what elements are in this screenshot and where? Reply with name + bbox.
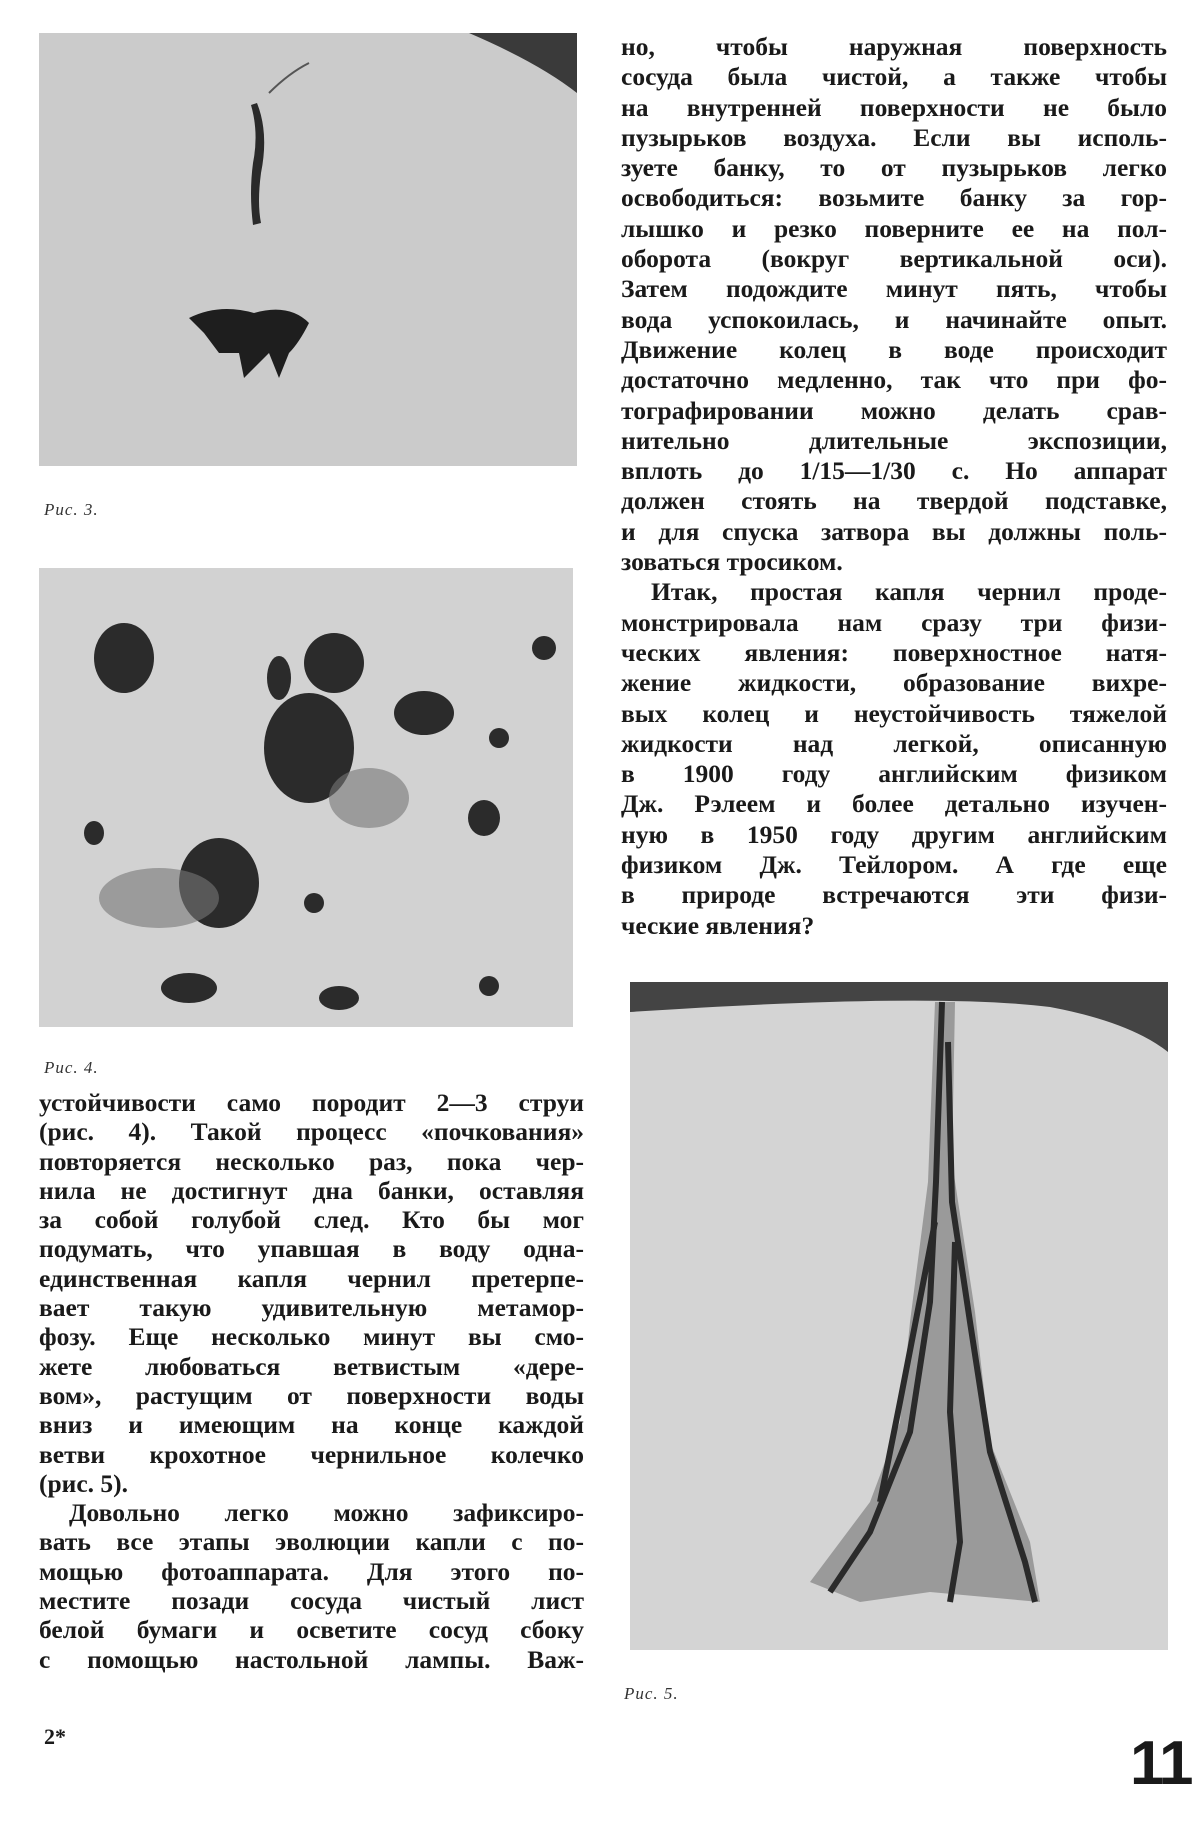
- figure-5-caption: Рис. 5.: [624, 1684, 679, 1703]
- text-line: достаточно медленно, так что при фо-: [621, 365, 1167, 395]
- text-line: вом», растущим от поверхности воды: [39, 1380, 584, 1410]
- text-line: Движение колец в воде происходит: [621, 334, 1167, 364]
- text-line: ческие явления?: [621, 910, 815, 940]
- text-line: пузырьков воздуха. Если вы исполь-: [621, 122, 1167, 152]
- text-line: (рис. 4). Такой процесс «почкования»: [39, 1117, 584, 1147]
- text-line: устойчивости само породит 2—3 струи: [39, 1088, 584, 1117]
- text-line: и для спуска затвора вы должны поль-: [621, 516, 1167, 546]
- text-line: освободиться: возьмите банку за гор-: [621, 183, 1167, 213]
- text-line: в природе встречаются эти физи-: [621, 880, 1167, 910]
- text-line: вает такую удивительную метамор-: [39, 1293, 584, 1323]
- text-line: мощью фотоаппарата. Для этого по-: [39, 1556, 584, 1586]
- text-line: подумать, что упавшая в воду одна-: [39, 1234, 584, 1264]
- text-line: вниз и имеющим на конце каждой: [39, 1410, 584, 1440]
- text-line: вых колец и неустойчивость тяжелой: [621, 698, 1167, 728]
- text-line: ветви крохотное чернильное колечко: [39, 1439, 584, 1469]
- text-line: местите позади сосуда чистый лист: [39, 1586, 584, 1616]
- text-line: должен стоять на твердой подставке,: [621, 486, 1167, 516]
- page-number: 11: [1130, 1729, 1192, 1798]
- text-line: Довольно легко можно зафиксиро-: [69, 1498, 584, 1528]
- text-line: Дж. Рэлеем и более детально изучен-: [621, 789, 1167, 819]
- text-line: оборота (вокруг вертикальной оси).: [621, 244, 1167, 274]
- text-line: вплоть до 1/15—1/30 с. Но аппарат: [621, 456, 1167, 486]
- text-line: зоваться тросиком.: [621, 547, 843, 577]
- text-line: тографировании можно делать срав-: [621, 395, 1167, 425]
- text-line: фозу. Еще несколько минут вы смо-: [39, 1322, 584, 1352]
- text-line: сосуда была чистой, а также чтобы: [621, 62, 1167, 92]
- figure-5-photo: [630, 982, 1168, 1650]
- text-line: но, чтобы наружная поверхность: [621, 32, 1167, 61]
- text-line: ную в 1950 году другим английским: [621, 819, 1167, 849]
- text-line: вать все этапы эволюции капли с по-: [39, 1527, 584, 1557]
- text-line: (рис. 5).: [39, 1468, 129, 1498]
- figure-3-photo: [39, 33, 577, 466]
- text-line: нительно длительные экспозиции,: [621, 425, 1167, 455]
- text-line: повторяется несколько раз, пока чер-: [39, 1146, 584, 1176]
- text-line: вода успокоилась, и начинайте опыт.: [621, 304, 1167, 334]
- text-line: на внутренней поверхности не было: [621, 92, 1167, 122]
- text-line: единственная капля чернил претерпе-: [39, 1263, 584, 1293]
- right-column-text: [621, 32, 1167, 941]
- figure-3-caption: Рис. 3.: [44, 500, 99, 519]
- text-line: монстрировала нам сразу три физи-: [621, 607, 1167, 637]
- text-line: Итак, простая капля чернил проде-: [651, 577, 1167, 607]
- text-line: с помощью настольной лампы. Важ-: [39, 1644, 584, 1674]
- text-line: жение жидкости, образование вихре-: [621, 668, 1167, 698]
- text-line: ческих явления: поверхностное натя-: [621, 637, 1167, 667]
- figure-4-caption: Рис. 4.: [44, 1058, 99, 1077]
- text-line: нила не достигнут дна банки, оставляя: [39, 1175, 584, 1205]
- text-line: лышко и резко поверните ее на пол-: [621, 213, 1167, 243]
- signature-mark: 2*: [44, 1724, 66, 1749]
- text-line: за собой голубой след. Кто бы мог: [39, 1205, 584, 1235]
- text-line: жете любоваться ветвистым «дере-: [39, 1351, 584, 1381]
- text-line: жидкости над легкой, описанную: [621, 728, 1167, 758]
- figure-4-photo: [39, 568, 573, 1027]
- text-line: в 1900 году английским физиком: [621, 759, 1167, 789]
- text-line: зуете банку, то от пузырьков легко: [621, 153, 1167, 183]
- left-column-text: [39, 1088, 584, 1674]
- text-line: физиком Дж. Тейлором. А где еще: [621, 850, 1167, 880]
- text-line: белой бумаги и осветите сосуд сбоку: [39, 1615, 584, 1645]
- text-line: Затем подождите минут пять, чтобы: [621, 274, 1167, 304]
